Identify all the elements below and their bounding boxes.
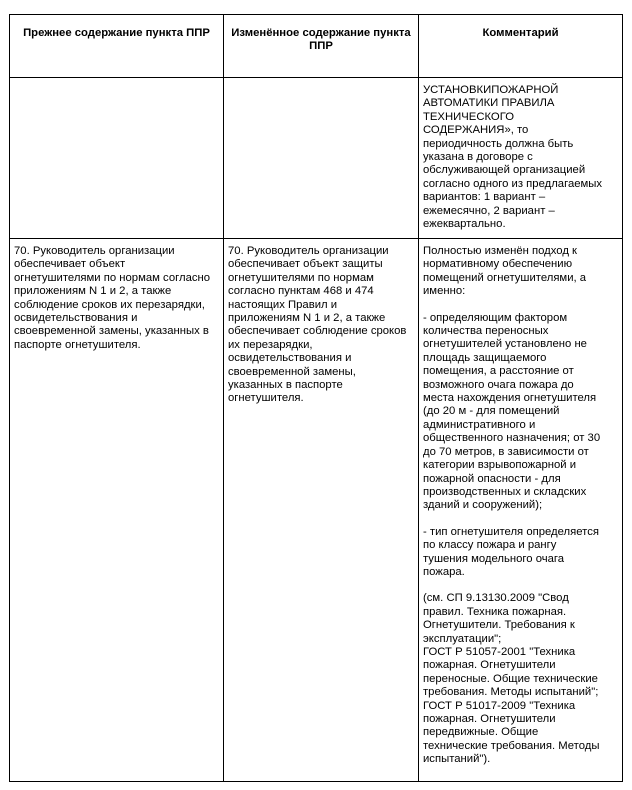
cell-text: 70. Руководитель организации обеспечивает объект защиты огнетушителями по нормам согласно пунктам 468 и 474 настоящих Правил и приложениям N 1 и 2, а также обеспечивает соблюдение сроков их перезарядки, освидетельствования и своевременной замены, указанных в паспорте огнетушителя. — [228, 245, 407, 405]
cell-comment — [419, 78, 623, 239]
table-header-row — [10, 15, 623, 78]
comment-paragraph-intro: Полностью изменён подход к нормативному обеспечению помещений огнетушителями, а именно: — [423, 245, 587, 298]
cell-text: УСТАНОВКИПОЖАРНОЙ АВТОМАТИКИ ПРАВИЛА ТЕХНИЧЕСКОГО СОДЕРЖАНИЯ», то периодичность должна быть указана в договоре с обслуживающей организацией согласно одного из предлагаемых вариантов: 1 вариант – ежемесячно, 2 вариант – ежеквартально. — [423, 84, 603, 231]
comment-paragraph-references: (см. СП 9.13130.2009 "Свод правил. Техника пожарная. Огнетушители. Требования к эксплуатации"; ГОСТ Р 51057-2001 "Техника пожарная. Огнетушители переносные. Общие технические требования. Методы испытаний"; ГОСТ Р 51017-2009 "Техника пожарная. Огнетушители передвижные. Общие технические требования. Методы испытаний"). — [423, 592, 600, 766]
cell-new-content — [224, 239, 419, 782]
table-row — [10, 78, 623, 239]
header-new-content: Изменённое содержание пункта ППР — [224, 15, 419, 78]
header-comment: Комментарий — [419, 15, 623, 78]
cell-comment — [419, 239, 623, 782]
cell-text: 70. Руководитель организации обеспечивает объект огнетушителями по нормам согласно приложениям N 1 и 2, а также соблюдение сроков их перезарядки, освидетельствования и своевременной замены, указанных в паспорте огнетушителя. — [14, 245, 211, 351]
ppr-comparison-table — [9, 14, 623, 782]
table-row — [10, 239, 623, 782]
cell-old-content — [10, 239, 224, 782]
comment-paragraph-distance: - определяющим фактором количества переносных огнетушителей установлено не площадь защищаемого помещения, а расстояние от возможного очага пожара до места нахождения огнетушителя (до 20 м - для помещений административного и общественного назначения; от 30 до 70 метров, в зависимости от категории взрывопожарной и пожарной опасности - для производственных и складских зданий и сооружений); — [423, 311, 601, 512]
header-old-content: Прежнее содержание пункта ППР — [10, 15, 224, 78]
comment-paragraph-type: - тип огнетушителя определяется по классу пожара и рангу тушения модельного очага пожара. — [423, 525, 599, 578]
cell-new-content — [224, 78, 419, 239]
cell-old-content — [10, 78, 224, 239]
